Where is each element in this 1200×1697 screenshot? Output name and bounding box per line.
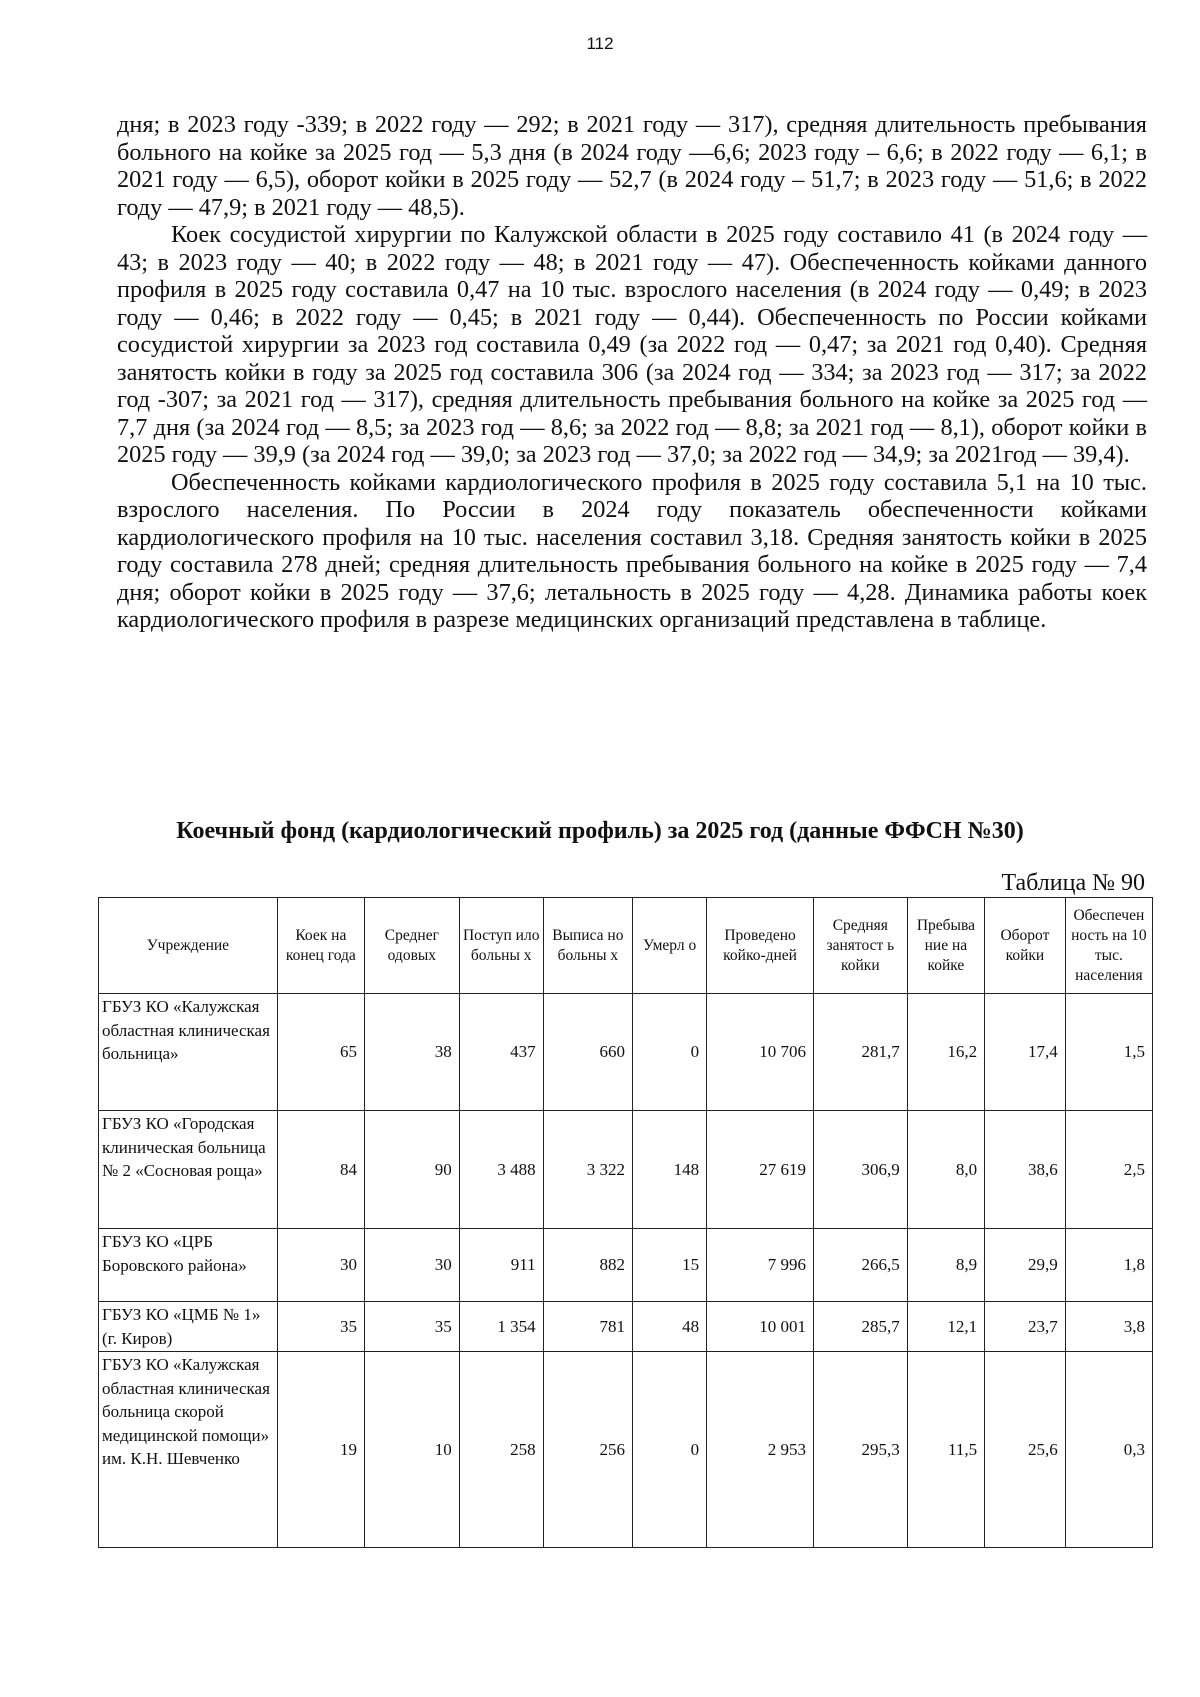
header-provision: Обеспечен ность на 10 тыс. населения <box>1065 898 1152 994</box>
average-annual: 38 <box>364 994 459 1111</box>
bed-turnover: 38,6 <box>985 1111 1066 1229</box>
table-number: Таблица № 90 <box>1001 870 1145 896</box>
bed-turnover: 29,9 <box>985 1229 1066 1302</box>
header-discharged: Выписа но больны х <box>543 898 632 994</box>
admitted: 1 354 <box>459 1302 543 1352</box>
provision: 1,8 <box>1065 1229 1152 1302</box>
paragraph-continuation: дня; в 2023 году -339; в 2022 году — 292; в 2021 году — 317), средняя длительность пребывания больного на койке за 2025 год — 5,3 дня (в 2024 году —6,6; 2023 году – 6,6; в 2022 году — 6,1; в 2021 году — 6,5), оборот койки в 2025 году — 52,7 (в 2024 году – 51,7; в 2023 году — 51,6; в 2022 году — 47,9; в 2021 году — 48,5). <box>117 111 1147 221</box>
provision: 2,5 <box>1065 1111 1152 1229</box>
admitted: 3 488 <box>459 1111 543 1229</box>
paragraph-cardiology: Обеспеченность койками кардиологического профиля в 2025 году составила 5,1 на 10 тыс. взрослого населения. По России в 2024 году показатель обеспеченности койками кардиологического профиля на 10 тыс. населения составил 3,18. Средняя занятость койки в 2025 году составила 278 дней; средняя длительность пребывания больного на койке в 2025 году — 7,4 дня; оборот койки в 2025 году — 37,6; летальность в 2025 году — 4,28. Динамика работы коек кардиологического профиля в разрезе медицинских организаций представлена в таблице. <box>117 468 1147 633</box>
table-title: Коечный фонд (кардиологический профиль) за 2025 год (данные ФФСН №30) <box>176 818 1024 844</box>
length-of-stay: 8,0 <box>907 1111 984 1229</box>
table-row <box>99 1302 1153 1352</box>
header-beds-end-of-year: Коек на конец года <box>277 898 364 994</box>
beds-end-of-year: 65 <box>277 994 364 1111</box>
header-bed-turnover: Оборот койки <box>985 898 1066 994</box>
bed-occupancy: 295,3 <box>813 1352 907 1548</box>
table-row <box>99 1229 1153 1302</box>
discharged: 3 322 <box>543 1111 632 1229</box>
bed-turnover: 17,4 <box>985 994 1066 1111</box>
body-text <box>117 111 1147 634</box>
institution-name: ГБУЗ КО «Калужская областная клиническая больница» <box>99 994 278 1111</box>
beds-end-of-year: 30 <box>277 1229 364 1302</box>
average-annual: 90 <box>364 1111 459 1229</box>
bed-days: 27 619 <box>707 1111 814 1229</box>
average-annual: 10 <box>364 1352 459 1548</box>
bed-occupancy: 285,7 <box>813 1302 907 1352</box>
bed-days: 7 996 <box>707 1229 814 1302</box>
table-header-row <box>99 898 1153 994</box>
page-number: 112 <box>586 34 614 53</box>
bed-days: 10 001 <box>707 1302 814 1352</box>
admitted: 258 <box>459 1352 543 1548</box>
average-annual: 35 <box>364 1302 459 1352</box>
bed-occupancy: 306,9 <box>813 1111 907 1229</box>
header-admitted: Поступ ило больны х <box>459 898 543 994</box>
died: 0 <box>633 1352 707 1548</box>
provision: 0,3 <box>1065 1352 1152 1548</box>
died: 48 <box>633 1302 707 1352</box>
length-of-stay: 8,9 <box>907 1229 984 1302</box>
died: 0 <box>633 994 707 1111</box>
bed-turnover: 23,7 <box>985 1302 1066 1352</box>
discharged: 660 <box>543 994 632 1111</box>
table-row <box>99 994 1153 1111</box>
bed-turnover: 25,6 <box>985 1352 1066 1548</box>
admitted: 437 <box>459 994 543 1111</box>
provision: 1,5 <box>1065 994 1152 1111</box>
institution-name: ГБУЗ КО «Городская клиническая больница № 2 «Сосновая роща» <box>99 1111 278 1229</box>
header-bed-occupancy: Средняя занятост ь койки <box>813 898 907 994</box>
length-of-stay: 11,5 <box>907 1352 984 1548</box>
died: 15 <box>633 1229 707 1302</box>
discharged: 882 <box>543 1229 632 1302</box>
admitted: 911 <box>459 1229 543 1302</box>
beds-end-of-year: 84 <box>277 1111 364 1229</box>
bed-occupancy: 281,7 <box>813 994 907 1111</box>
institution-name: ГБУЗ КО «ЦМБ № 1» (г. Киров) <box>99 1302 278 1352</box>
discharged: 256 <box>543 1352 632 1548</box>
header-died: Умерл о <box>633 898 707 994</box>
institution-name: ГБУЗ КО «Калужская областная клиническая больница скорой медицинской помощи» им. К.Н. Шевченко <box>99 1352 278 1548</box>
institution-name: ГБУЗ КО «ЦРБ Боровского района» <box>99 1229 278 1302</box>
header-average-annual: Среднег одовых <box>364 898 459 994</box>
died: 148 <box>633 1111 707 1229</box>
paragraph-vascular-surgery: Коек сосудистой хирургии по Калужской области в 2025 году составило 41 (в 2024 году — 43; в 2023 году — 40; в 2022 году — 48; в 2021 году — 47). Обеспеченность койками данного профиля в 2025 году составила 0,47 на 10 тыс. взрослого населения (в 2024 году — 0,49; в 2023 году — 0,46; в 2022 году — 0,45; в 2021 году — 0,44). Обеспеченность по России койками сосудистой хирургии за 2023 год составила 0,49 (за 2022 год — 0,47; за 2021 год 0,40). Средняя занятость койки в году за 2025 год составила 306 (за 2024 год — 334; за 2023 год — 317; за 2022 год -307; за 2021 год — 317), средняя длительность пребывания больного на койке за 2025 год — 7,7 дня (за 2024 год — 8,5; за 2023 год — 8,6; за 2022 год — 8,8; за 2021 год — 8,1), оборот койки в 2025 году — 39,9 (за 2024 год — 39,0; за 2023 год — 37,0; за 2022 год — 34,9; за 2021год — 39,4). <box>117 221 1147 468</box>
bed-days: 2 953 <box>707 1352 814 1548</box>
header-length-of-stay: Пребыва ние на койке <box>907 898 984 994</box>
beds-end-of-year: 19 <box>277 1352 364 1548</box>
table-row <box>99 1352 1153 1548</box>
length-of-stay: 16,2 <box>907 994 984 1111</box>
header-institution: Учреждение <box>99 898 278 994</box>
bed-days: 10 706 <box>707 994 814 1111</box>
table-row <box>99 1111 1153 1229</box>
provision: 3,8 <box>1065 1302 1152 1352</box>
bed-fund-table <box>98 897 1153 1548</box>
beds-end-of-year: 35 <box>277 1302 364 1352</box>
average-annual: 30 <box>364 1229 459 1302</box>
discharged: 781 <box>543 1302 632 1352</box>
length-of-stay: 12,1 <box>907 1302 984 1352</box>
bed-occupancy: 266,5 <box>813 1229 907 1302</box>
header-bed-days: Проведено койко-дней <box>707 898 814 994</box>
